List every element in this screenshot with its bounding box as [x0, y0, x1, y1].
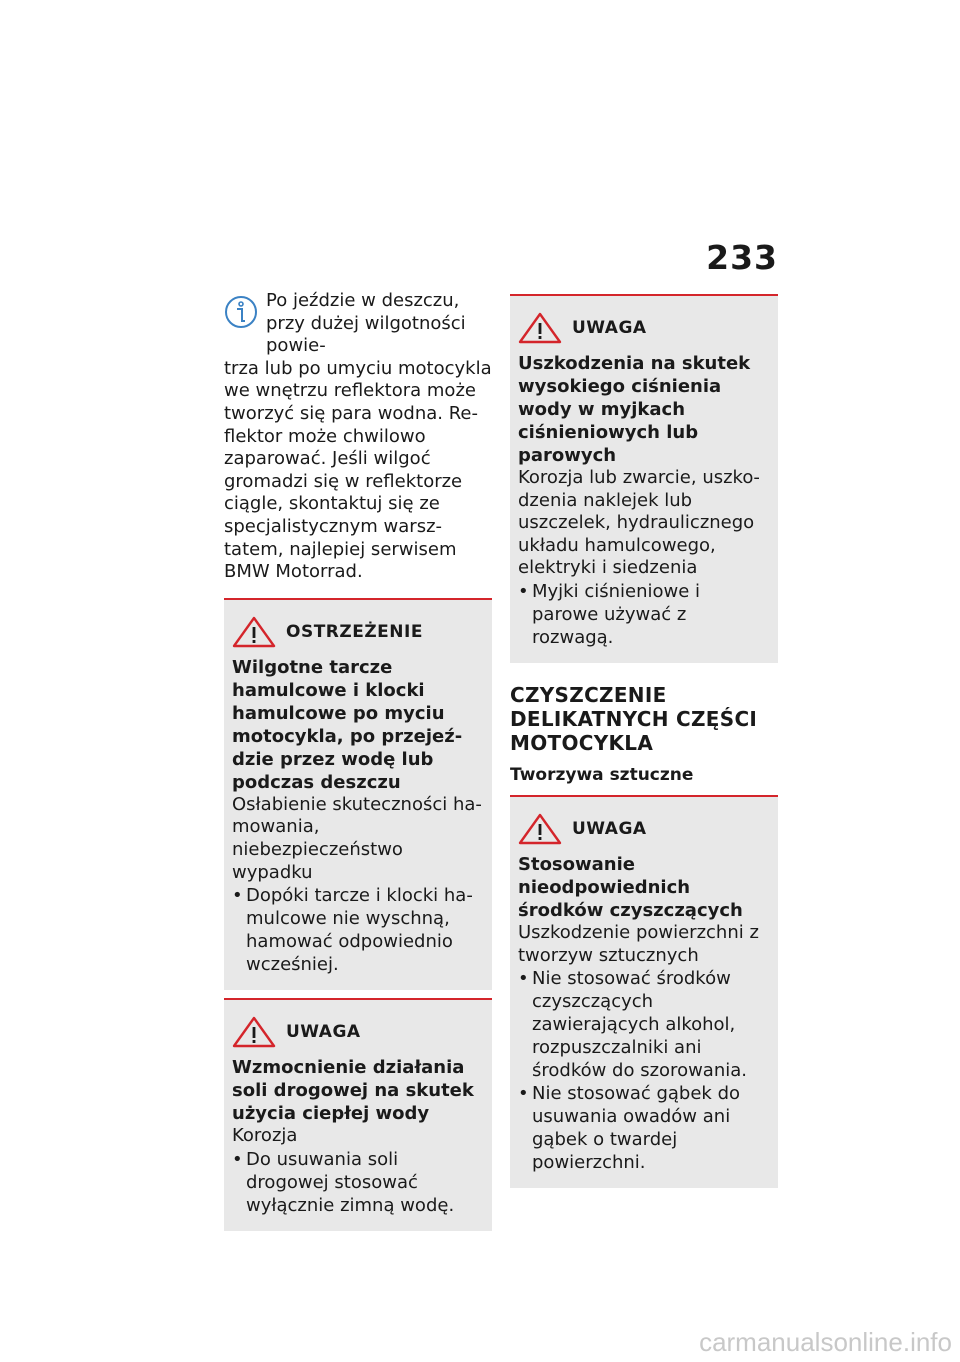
info-note-first-line: Po jeździe w deszczu, przy dużej wilgotności powie- [266, 290, 466, 357]
warning-bullet: • Dopóki tarcze i klocki hamulcowe nie wyschną, hamować odpowiednio wcześniej. [232, 884, 484, 976]
warning-title: Wilgotne tarcze hamulcowe i klocki hamulcowe po myciu motocykla, po przejeździe przez wodę lub podczas deszczu [232, 656, 463, 793]
warning-description: Osłabienie skuteczności hamowania, niebezpieczeństwo wypadku [232, 793, 482, 883]
watermark: carmanualsonline.info [699, 1327, 952, 1357]
info-icon [224, 294, 258, 330]
warning-label: OSTRZEŻENIE [286, 621, 423, 642]
warning-box-uwaga-pressure [510, 294, 778, 663]
warning-bullet: • Myjki ciśnieniowe i parowe używać z rozwagą. [518, 580, 770, 649]
warning-label: UWAGA [572, 318, 647, 338]
warning-description: Korozja [232, 1125, 298, 1147]
warning-label: UWAGA [572, 818, 647, 839]
left-column [224, 290, 492, 1231]
warning-description: Uszkodzenie powierzchni z tworzyw sztucznych [518, 921, 759, 966]
warning-bullet: • Nie stosować środków czyszczących zawierających alkohol, rozpuszczalniki ani środków do szorowania. [518, 967, 770, 1082]
warning-triangle-icon [518, 312, 562, 344]
warning-bullets [518, 967, 770, 1174]
warning-description: Korozja lub zwarcie, uszkodzenia naklejek lub uszczelek, hydraulicznego układu hamulcowego, elektryki i siedzenia [518, 467, 760, 579]
warning-title: Wzmocnienie działania soli drogowej na skutek użycia ciepłej wody [232, 1057, 474, 1125]
section-title: CZYSZCZENIE DELIKATNYCH CZĘŚCI MOTOCYKLA [510, 682, 758, 755]
warning-bullets [518, 580, 770, 649]
warning-box-ostrzezenie [224, 598, 492, 990]
warning-bullet: • Nie stosować gąbek do usuwania owadów ani gąbek o twardej powierzchni. [518, 1082, 770, 1174]
warning-bullets [232, 884, 484, 976]
info-note [224, 290, 492, 584]
warning-title: Uszkodzenia na skutek wysokiego ciśnienia wody w myjkach ciśnieniowych lub parowych [518, 353, 751, 466]
warning-triangle-icon [518, 813, 562, 845]
page-number: 233 [706, 238, 778, 277]
section-header [510, 683, 778, 785]
info-note-text: trza lub po umyciu motocykla we wnętrzu reflektora może tworzyć się para wodna. Reflektor może chwilowo zaparować. Jeśli wilgoć gromadzi się w reflektorze ciągle, skontaktuj się ze specjalistycznym warsztatem, najlepiej serwisem BMW Motorrad. [224, 357, 492, 583]
right-column [510, 290, 778, 1188]
warning-box-uwaga-plastics [510, 795, 778, 1188]
warning-title: Stosowanie nieodpowiednich środków czyszczących [518, 853, 743, 921]
subsection-title: Tworzywa sztuczne [510, 764, 694, 785]
warning-triangle-icon [232, 616, 276, 648]
warning-label: UWAGA [286, 1022, 361, 1043]
warning-bullets [232, 1148, 484, 1217]
warning-triangle-icon [232, 1016, 276, 1048]
warning-bullet: • Do usuwania soli drogowej stosować wyłącznie zimną wodę. [232, 1148, 484, 1217]
warning-box-uwaga-salt [224, 998, 492, 1231]
